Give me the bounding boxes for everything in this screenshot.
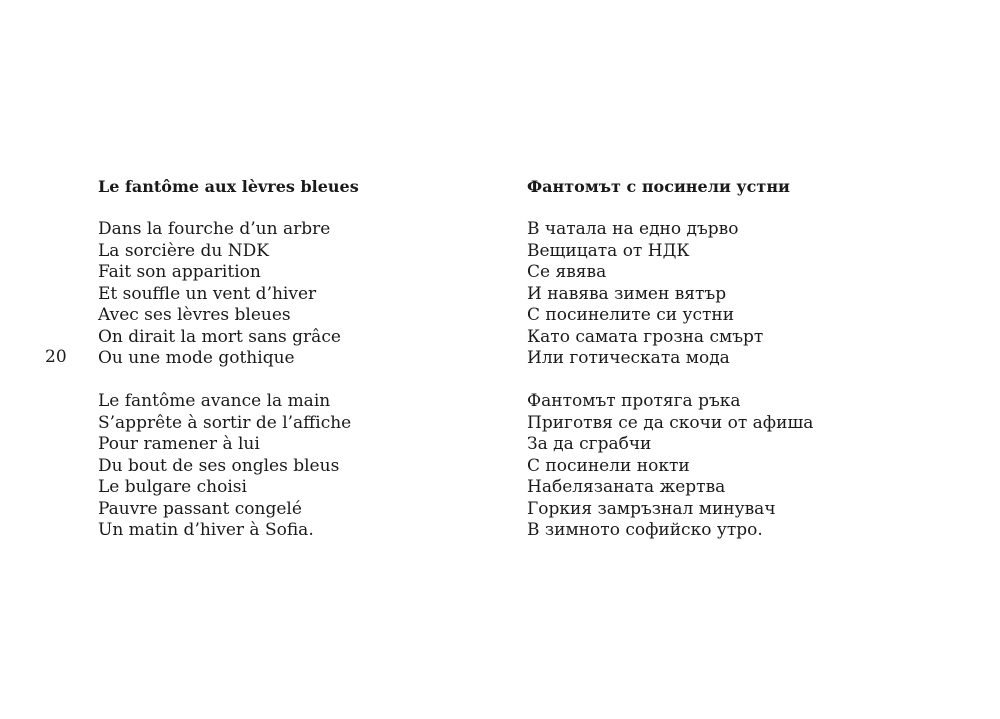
poem-line: Като самата грозна смърт <box>527 326 764 347</box>
poem-line: S’apprête à sortir de l’affiche <box>98 412 352 433</box>
poem-line: Et souffle un vent d’hiver <box>98 283 317 304</box>
bulgarian-stanza-1 <box>527 219 907 370</box>
poem-line: Le fantôme avance la main <box>98 391 331 411</box>
french-stanza-1 <box>98 219 478 370</box>
poem-line: С посинелите си устни <box>527 305 735 325</box>
poem-line: Pour ramener à lui <box>98 434 260 454</box>
poem-line: С посинели нокти <box>527 455 690 476</box>
poem-line: И навява зимен вятър <box>527 283 727 304</box>
poem-line: Avec ses lèvres bleues <box>98 305 291 325</box>
poem-line: Pauvre passant congelé <box>98 498 302 519</box>
poem-line: Du bout de ses ongles bleus <box>98 455 340 476</box>
bulgarian-poem <box>527 176 907 542</box>
poem-line: Набелязаната жертва <box>527 477 726 497</box>
poem-line: Fait son apparition <box>98 262 261 282</box>
poem-line: В зимното софийско утро. <box>527 520 763 540</box>
poem-line: Приготвя се да скочи от афиша <box>527 412 814 433</box>
french-stanza-2 <box>98 391 478 542</box>
poem-line: Вещицата от НДК <box>527 240 690 261</box>
poem-line: Горкия замръзнал минувач <box>527 498 776 519</box>
bulgarian-poem-title: Фантомът с посинели устни <box>527 177 790 196</box>
poem-line: Un matin d’hiver à Sofia. <box>98 520 314 540</box>
poem-line: Фантомът протяга ръка <box>527 391 741 411</box>
french-poem <box>98 176 478 542</box>
poem-line: Или готическата мода <box>527 348 730 368</box>
page-number: 20 <box>45 347 67 367</box>
poem-line: La sorcière du NDK <box>98 240 269 261</box>
poem-line: В чатала на едно дърво <box>527 219 739 239</box>
poem-line: On dirait la mort sans grâce <box>98 326 341 347</box>
poem-line: Се явява <box>527 262 607 282</box>
poem-line: За да сграбчи <box>527 434 652 454</box>
poem-line: Dans la fourche d’un arbre <box>98 219 331 239</box>
poem-line: Ou une mode gothique <box>98 348 295 368</box>
poem-line: Le bulgare choisi <box>98 477 247 497</box>
french-poem-title: Le fantôme aux lèvres bleues <box>98 177 359 196</box>
bulgarian-stanza-2 <box>527 391 907 542</box>
